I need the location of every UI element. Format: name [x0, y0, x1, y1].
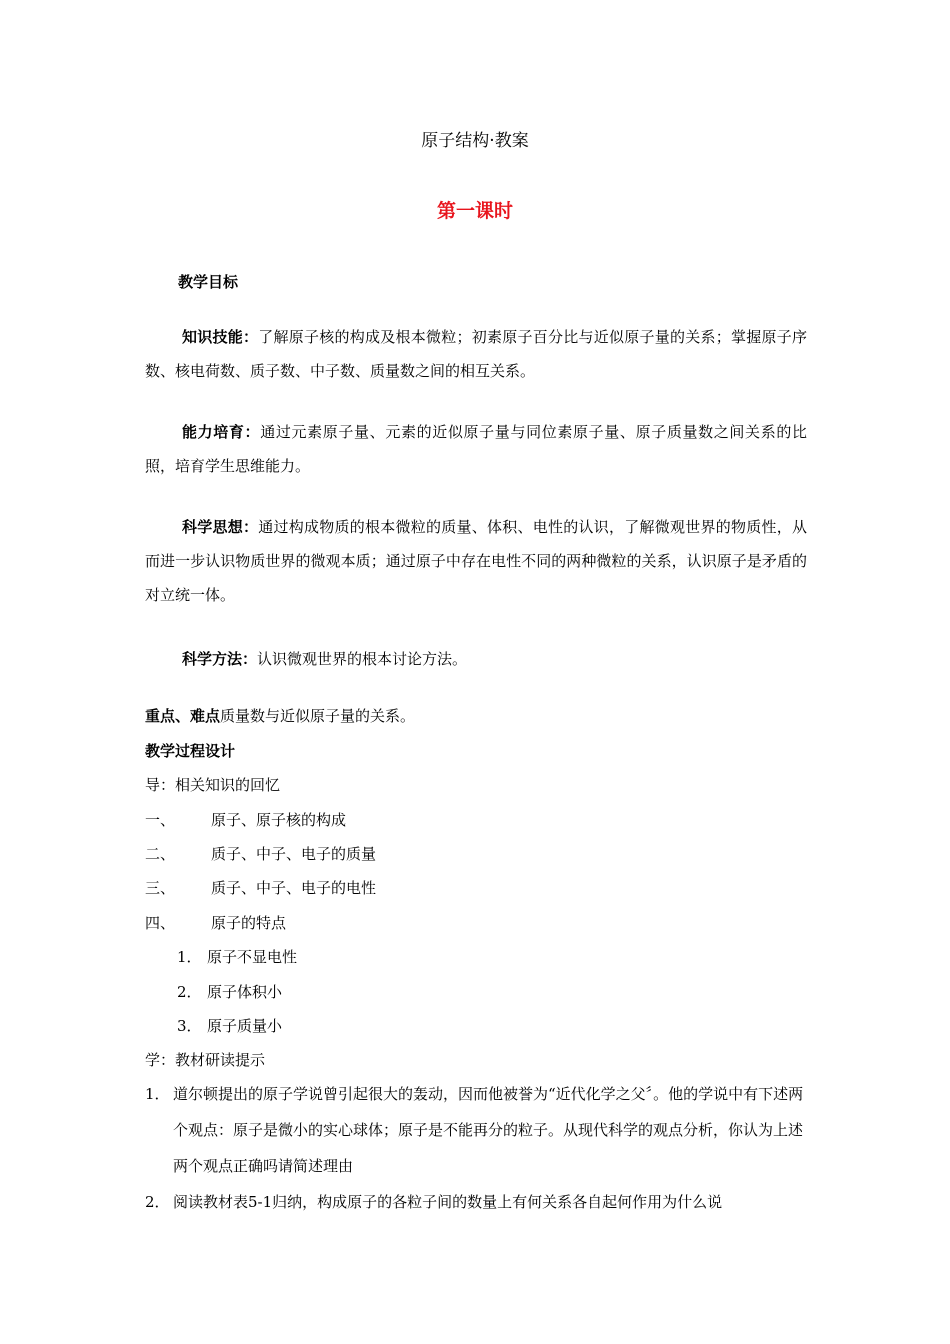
- goal-knowledge: [145, 320, 807, 388]
- outline-item: [145, 877, 376, 898]
- outline-number: 三、: [145, 879, 176, 897]
- goal-label: 科学思想：: [182, 518, 259, 536]
- sub-point-number: 3．: [177, 1017, 202, 1035]
- goal-ability: [145, 415, 807, 483]
- study-heading: 学：教材研读提示: [145, 1051, 266, 1069]
- outline-item: [145, 912, 286, 933]
- sub-point-text: 原子质量小: [207, 1017, 283, 1035]
- outline-number: 二、: [145, 845, 176, 863]
- lesson-subtitle: 第一课时: [436, 200, 513, 222]
- outline-text: 原子的特点: [211, 914, 287, 932]
- sub-point: [177, 946, 297, 967]
- sub-point-text: 原子不显电性: [207, 948, 298, 966]
- goal-text: 通过元素原子量、元素的近似原子量与同位素原子量、原子质量数之间关系的比照，培育学生思维能力。: [145, 423, 807, 475]
- sub-point-text: 原子体积小: [207, 983, 283, 1001]
- goal-scientific-thinking: [145, 510, 807, 612]
- question-item: [145, 1076, 807, 1184]
- document-title: 原子结构·教案: [421, 131, 529, 151]
- outline-text: 质子、中子、电子的电性: [211, 879, 377, 897]
- goal-text: 了解原子核的构成及根本微粒；初素原子百分比与近似原子量的关系；掌握原子序数、核电荷数、质子数、中子数、质量数之间的相互关系。: [145, 328, 807, 380]
- intro-line: 导：相关知识的回忆: [145, 776, 281, 794]
- goals-heading: 教学目标: [178, 273, 239, 291]
- outline-item: [145, 809, 346, 830]
- outline-text: 原子、原子核的构成: [211, 811, 347, 829]
- outline-item: [145, 843, 376, 864]
- goal-label: 科学方法：: [182, 650, 258, 668]
- process-heading: 教学过程设计: [145, 742, 236, 760]
- goal-label: 知识技能：: [182, 328, 259, 346]
- key-points-label: 重点、难点: [145, 707, 221, 725]
- goal-label: 能力培育：: [182, 423, 261, 441]
- goal-text: 通过构成物质的根本微粒的质量、体积、电性的认识，了解微观世界的物质性，从而进一步认识物质世界的微观本质；通过原子中存在电性不同的两种微粒的关系，认识原子是矛盾的对立统一体。: [145, 518, 807, 604]
- question-item: [145, 1184, 807, 1220]
- sub-point: [177, 981, 282, 1002]
- sub-point: [177, 1015, 282, 1036]
- sub-point-number: 2．: [177, 983, 202, 1001]
- sub-point-number: 1．: [177, 948, 202, 966]
- outline-number: 一、: [145, 811, 176, 829]
- key-points: [145, 705, 415, 726]
- goal-scientific-method: [145, 642, 807, 676]
- question-text: 阅读教材表5-1归纳，构成原子的各粒子间的数量上有何关系各自起何作用为什么说: [173, 1193, 723, 1211]
- key-points-text: 质量数与近似原子量的关系。: [220, 707, 416, 725]
- question-number: 2．: [145, 1193, 170, 1211]
- question-text: 道尔顿提出的原子学说曾引起很大的轰动，因而他被誉为“近代化学之父〞。他的学说中有下述两个观点：原子是微小的实心球体；原子是不能再分的粒子。从现代科学的观点分析，你认为上述两个观点正确吗请简述理由: [173, 1085, 804, 1175]
- outline-text: 质子、中子、电子的质量: [211, 845, 377, 863]
- question-number: 1．: [145, 1085, 170, 1103]
- goal-text: 认识微观世界的根本讨论方法。: [257, 650, 468, 668]
- outline-number: 四、: [145, 914, 176, 932]
